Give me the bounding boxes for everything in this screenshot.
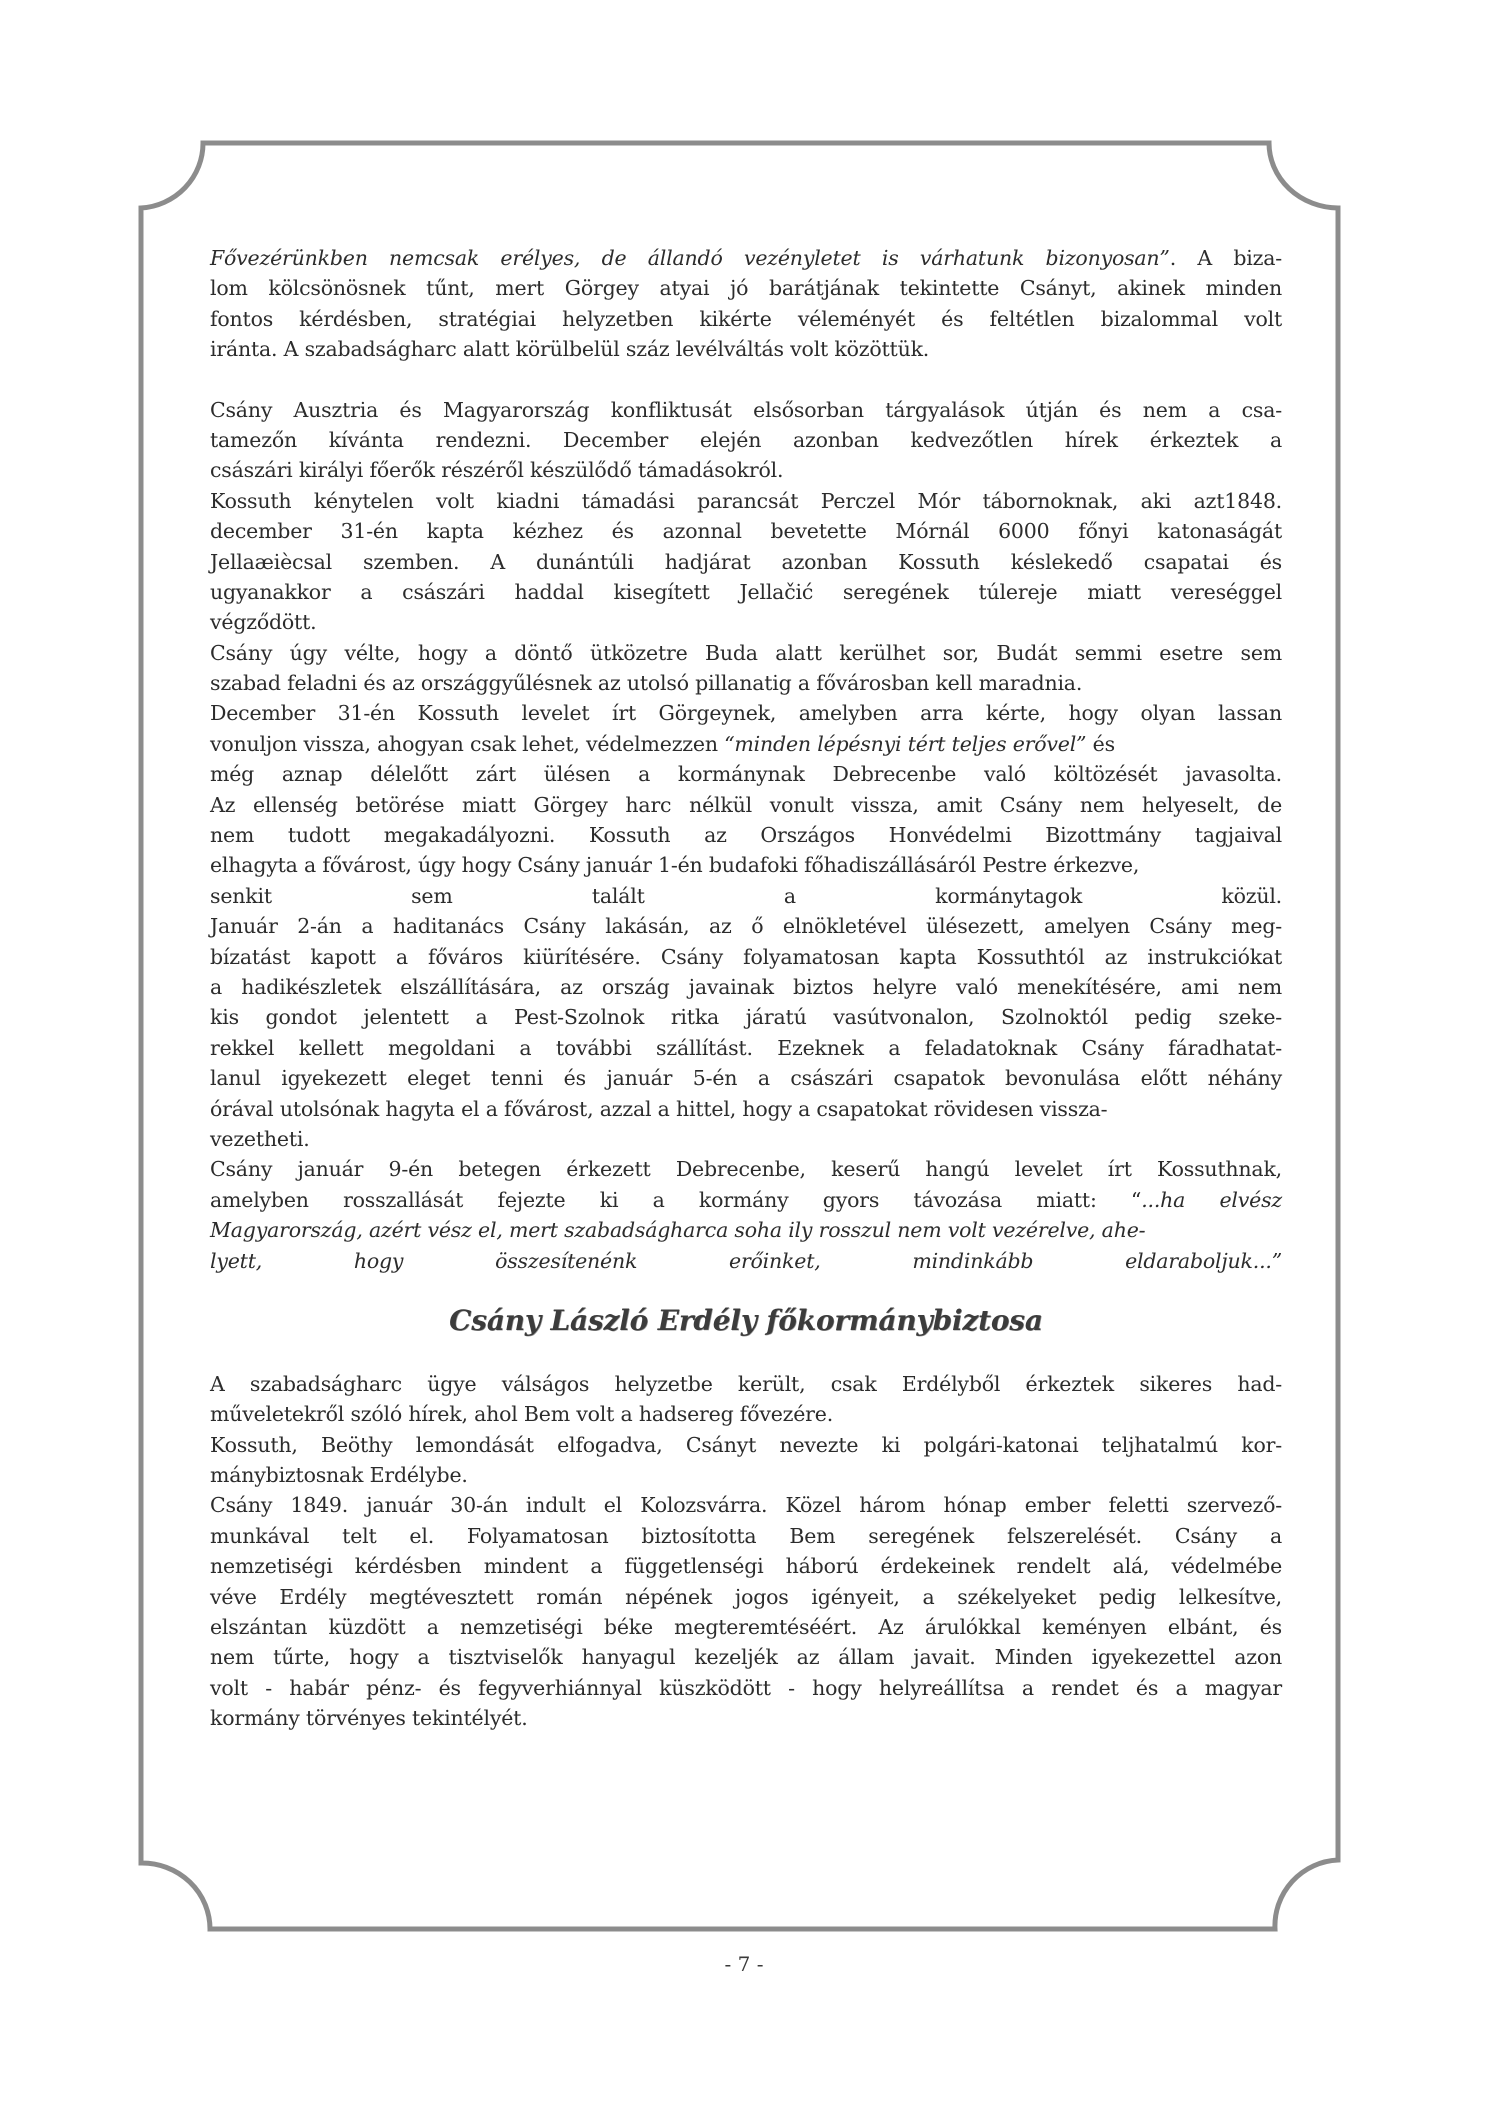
body-text: kis gondot jelentett a Pest-Szolnok ritka járatú vasútvonalon, Szolnoktól pedig szeke-	[210, 1005, 1282, 1030]
body-text: A szabadságharc ügye válságos helyzetbe került, csak Erdélyből érkeztek sikeres had-	[210, 1371, 1282, 1396]
text-line	[210, 486, 1282, 516]
body-text: december 31-én kapta kézhez és azonnal bevetette Mórnál 6000 főnyi katonaságát	[210, 519, 1282, 544]
page-number: - 7 -	[724, 1952, 764, 1976]
text-line	[210, 698, 1282, 728]
body-text: császári királyi főerők részéről készülődő támadásokról.	[210, 458, 784, 483]
body-text: amelyben rosszallását fejezte ki a kormány gyors távozása miatt: “	[210, 1187, 1142, 1212]
text-line	[210, 516, 1282, 546]
text-line	[210, 1703, 1282, 1733]
text-line	[210, 1582, 1282, 1612]
paragraph-main	[210, 395, 1282, 1276]
body-text: Csány 1849. január 30-án indult el Kolozsvárra. Közel három hónap ember feletti szervező-	[210, 1493, 1282, 1518]
text-line	[210, 1399, 1282, 1429]
text-line	[210, 1490, 1282, 1520]
body-text: Jellaæiècsal szemben. A dunántúli hadjárat azonban Kossuth késlekedő csapatai és	[210, 549, 1282, 574]
body-text: Az ellenség betörése miatt Görgey harc nélkül vonult vissza, amit Csány nem helyeselt, de	[210, 792, 1282, 817]
body-text: még aznap délelőtt zárt ülésen a kormánynak Debrecenbe való költözését javasolta.	[210, 762, 1282, 787]
body-text: fontos kérdésben, stratégiai helyzetben kikérte véleményét és feltétlen bizalommal volt	[210, 306, 1282, 331]
body-text: órával utolsónak hagyta el a fővárost, azzal a hittel, hogy a csapatokat rövidesen vissza-	[210, 1096, 1108, 1121]
body-text: lanul igyekezett eleget tenni és január 5-én a császári csapatok bevonulása előtt néhány	[210, 1066, 1282, 1091]
text-line	[210, 942, 1282, 972]
body-text: tamezőn kívánta rendezni. December elején azonban kedvezőtlen hírek érkeztek a	[210, 427, 1282, 452]
body-text: Január 2-án a haditanács Csány lakásán, az ő elnökletével ülésezett, amelyen Csány meg-	[210, 914, 1282, 939]
text-line	[210, 547, 1282, 577]
body-text: Csány Ausztria és Magyarország konfliktusát elsősorban tárgyalások útján és nem a csa-	[210, 397, 1282, 422]
body-text: elszántan küzdött a nemzetiségi béke megteremtéséért. Az árulókkal keményen elbánt, és	[210, 1615, 1282, 1640]
text-line	[210, 425, 1282, 455]
body-text: Kossuth kénytelen volt kiadni támadási parancsát Perczel Mór tábornoknak, aki azt1848.	[210, 488, 1282, 513]
body-text: iránta. A szabadságharc alatt körülbelül száz levélváltás volt közöttük.	[210, 337, 930, 362]
body-text: rekkel kellett megoldani a további szállítást. Ezeknek a feladatoknak Csány fáradhatat-	[210, 1035, 1282, 1060]
body-text: a hadikészletek elszállítására, az ország javainak biztos helyre való menekítésére, ami nem	[210, 974, 1282, 999]
text-line	[210, 1551, 1282, 1581]
body-text: lom kölcsönösnek tűnt, mert Görgey atyai jó barátjának tekintette Csányt, akinek minden	[210, 276, 1282, 301]
text-line	[210, 1642, 1282, 1672]
document-body	[210, 243, 1282, 1734]
body-text: . A biza-	[1169, 246, 1282, 270]
body-text: végződött.	[210, 610, 317, 635]
body-text: és	[1086, 731, 1115, 756]
text-line	[210, 820, 1282, 850]
body-text: véve Erdély megtévesztett román népének jogos igényeit, a székelyeket pedig lelkesítve,	[210, 1584, 1282, 1609]
text-line	[210, 790, 1282, 820]
text-line	[210, 1154, 1282, 1184]
body-text: Kossuth, Beöthy lemondását elfogadva, Csányt nevezte ki polgári-katonai teljhatalmú kor-	[210, 1432, 1282, 1457]
text-line	[210, 881, 1282, 911]
text-line	[210, 455, 1282, 485]
body-text: December 31-én Kossuth levelet írt Görgeynek, amelyben arra kérte, hogy olyan lassan	[210, 701, 1282, 726]
paragraph-section	[210, 1369, 1282, 1734]
italic-quote-text: Fővezérünkben nemcsak erélyes, de állandó vezényletet is várhatunk bizonyosan”	[210, 246, 1170, 270]
body-text: nemzetiségi kérdésben mindent a függetlenségi háború érdekeinek rendelt alá, védelmébe	[210, 1554, 1282, 1579]
body-text: vonuljon vissza, ahogyan csak lehet, védelmezzen	[210, 731, 725, 756]
body-text: műveletekről szóló hírek, ahol Bem volt a hadsereg fővezére.	[210, 1402, 834, 1427]
text-line	[210, 1033, 1282, 1063]
text-line	[210, 638, 1282, 668]
paragraph-gap	[210, 365, 1282, 395]
text-line	[210, 273, 1282, 303]
text-line	[210, 1460, 1282, 1490]
text-line	[210, 1185, 1282, 1215]
body-text: szabad feladni és az országgyűlésnek az utolsó pillanatig a fővárosban kell maradnia.	[210, 671, 1083, 696]
text-line	[210, 850, 1282, 880]
text-line	[210, 1002, 1282, 1032]
body-text: bízatást kapott a főváros kiürítésére. Csány folyamatosan kapta Kossuthtól az instrukciókat	[210, 944, 1282, 969]
text-line	[210, 1124, 1282, 1154]
body-text: nem tűrte, hogy a tisztviselők hanyagul kezeljék az állam javait. Minden igyekezettel azon	[210, 1645, 1282, 1670]
body-text: Csány úgy vélte, hogy a döntő ütközetre Buda alatt kerülhet sor, Budát semmi esetre sem	[210, 640, 1282, 665]
body-text: nem tudott megakadályozni. Kossuth az Országos Honvédelmi Bizottmány tagjaival	[210, 823, 1282, 848]
text-line	[210, 972, 1282, 1002]
text-line	[210, 1369, 1282, 1399]
body-text: volt - habár pénz- és fegyverhiánnyal küszködött - hogy helyreállítsa a rendet és a magyar	[210, 1675, 1282, 1700]
body-text: munkával telt el. Folyamatosan biztosította Bem seregének felszerelését. Csány a	[210, 1523, 1282, 1548]
text-line	[210, 1673, 1282, 1703]
body-text: senkit sem talált a kormánytagok közül.	[210, 883, 1282, 908]
text-line	[210, 395, 1282, 425]
text-line	[210, 243, 1282, 273]
text-line	[210, 729, 1282, 759]
italic-quote-text: lyett, hogy összesítenénk erőinket, mindinkább eldaraboljuk...”	[210, 1248, 1282, 1273]
text-line	[210, 1094, 1282, 1124]
section-heading: Csány László Erdély főkormánybiztosa	[449, 1303, 1043, 1337]
text-line	[210, 1430, 1282, 1460]
body-text: vezetheti.	[210, 1126, 310, 1151]
body-text: mánybiztosnak Erdélybe.	[210, 1463, 468, 1488]
text-line	[210, 1521, 1282, 1551]
text-line	[210, 1063, 1282, 1093]
text-line	[210, 759, 1282, 789]
paragraph-intro	[210, 243, 1282, 365]
text-line	[210, 334, 1282, 364]
text-line	[210, 607, 1282, 637]
body-text: Csány január 9-én betegen érkezett Debrecenbe, keserű hangú levelet írt Kossuthnak,	[210, 1157, 1282, 1182]
italic-quote-text: Magyarország, azért vész el, mert szabadságharca soha ily rosszul nem volt vezérelve, ahe-	[210, 1218, 1146, 1243]
text-line	[210, 668, 1282, 698]
italic-quote-text: ...ha elvész	[1141, 1187, 1282, 1212]
text-line	[210, 1612, 1282, 1642]
body-text: kormány törvényes tekintélyét.	[210, 1706, 528, 1731]
text-line	[210, 911, 1282, 941]
text-line	[210, 1246, 1282, 1276]
text-line	[210, 304, 1282, 334]
text-line	[210, 577, 1282, 607]
body-text: elhagyta a fővárost, úgy hogy Csány január 1-én budafoki főhadiszállásáról Pestre érkezve,	[210, 853, 1140, 878]
italic-quote-text: “minden lépésnyi tért teljes erővel”	[724, 731, 1087, 756]
body-text: ugyanakkor a császári haddal kisegített Jellačić seregének túlereje miatt vereséggel	[210, 579, 1282, 604]
text-line	[210, 1215, 1282, 1245]
